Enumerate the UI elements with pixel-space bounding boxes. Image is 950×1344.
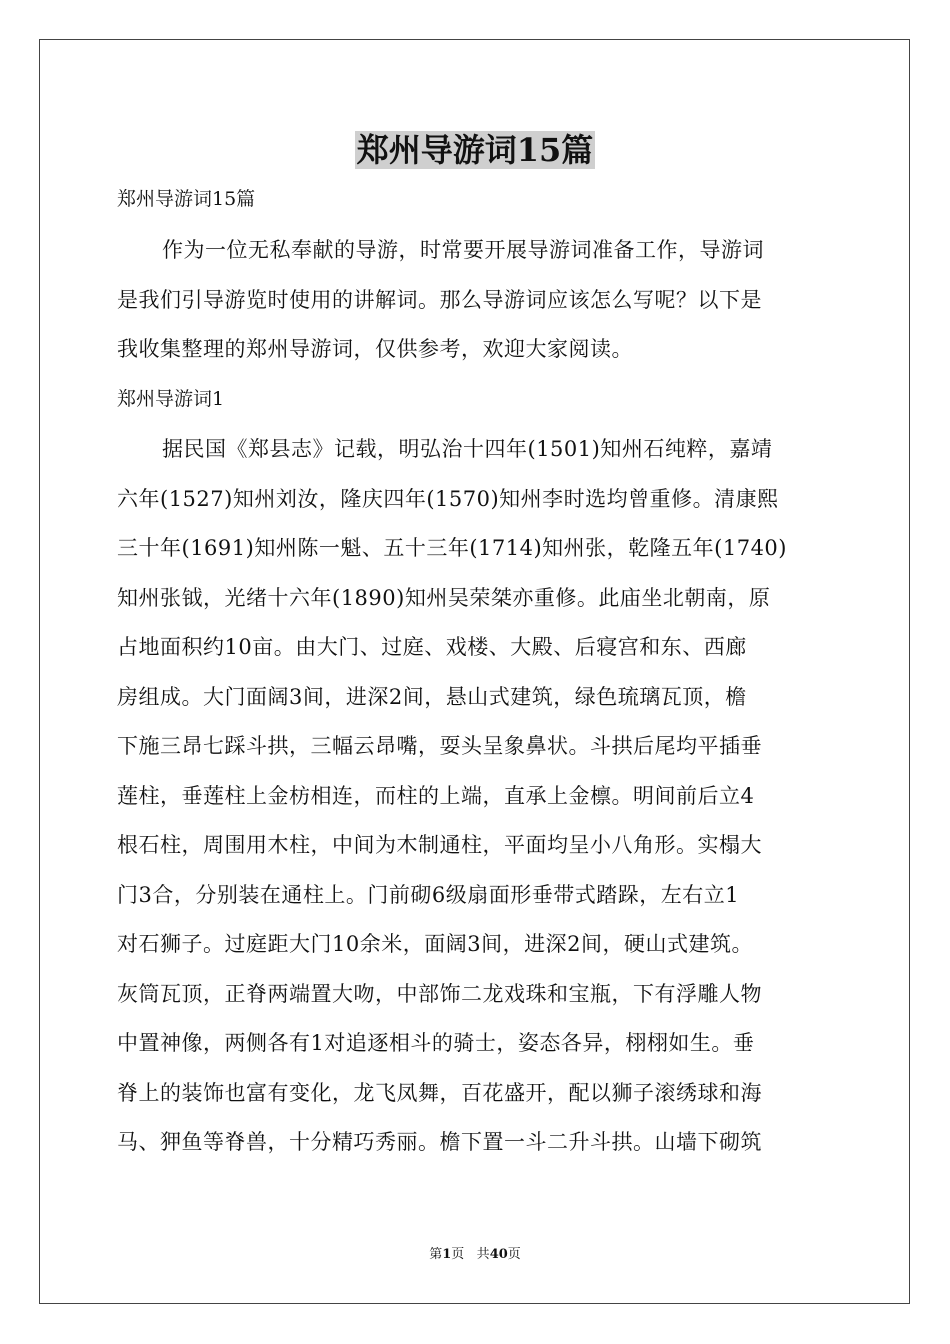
paragraph-line: 占地面积约10亩。由大门、过庭、戏楼、大殿、后寝宫和东、西廊 — [117, 635, 747, 659]
paragraph-line: 对石狮子。过庭距大门10余米，面阔3间，进深2间，硬山式建筑。 — [117, 932, 753, 956]
page-suffix: 页 — [451, 1247, 465, 1262]
page-number: 1 — [442, 1247, 452, 1262]
document-subtitle: 郑州导游词15篇 — [117, 188, 256, 210]
paragraph-line: 下施三昂七踩斗拱，三幅云昂嘴，耍头呈象鼻状。斗拱后尾均平插垂 — [117, 734, 762, 758]
page-prefix: 第 — [429, 1247, 443, 1262]
paragraph-line: 据民国《郑县志》记载，明弘治十四年(1501)知州石纯粹，嘉靖 — [162, 437, 773, 461]
paragraph-line: 六年(1527)知州刘汝，隆庆四年(1570)知州李时选均曾重修。清康熙 — [117, 486, 779, 511]
body-paragraph — [117, 432, 837, 1175]
total-pages: 40 — [489, 1247, 508, 1262]
paragraph-line: 中置神像，两侧各有1对追逐相斗的骑士，姿态各异，栩栩如生。垂 — [117, 1031, 755, 1055]
paragraph-line: 我收集整理的郑州导游词，仅供参考，欢迎大家阅读。 — [117, 337, 633, 361]
page-footer — [0, 1246, 950, 1264]
total-prefix: 共 — [476, 1247, 490, 1262]
document-title — [0, 128, 950, 172]
paragraph-line: 三十年(1691)知州陈一魁、五十三年(1714)知州张，乾隆五年(1740) — [117, 536, 787, 560]
document-title-text: 郑州导游词15篇 — [356, 131, 594, 169]
paragraph-line: 脊上的装饰也富有变化，龙飞凤舞，百花盛开，配以狮子滚绣球和海 — [117, 1080, 762, 1105]
intro-paragraph — [117, 233, 837, 382]
paragraph-line: 房组成。大门面阔3间，进深2间，悬山式建筑，绿色琉璃瓦顶，檐 — [117, 684, 747, 709]
total-suffix: 页 — [507, 1247, 521, 1262]
paragraph-line: 作为一位无私奉献的导游，时常要开展导游词准备工作，导游词 — [162, 238, 764, 262]
paragraph-line: 是我们引导游览时使用的讲解词。那么导游词应该怎么写呢？以下是 — [117, 287, 762, 312]
paragraph-line: 莲柱，垂莲柱上金枋相连，而柱的上端，直承上金檩。明间前后立4 — [117, 783, 755, 808]
section-heading: 郑州导游词1 — [117, 388, 225, 410]
paragraph-line: 知州张钺，光绪十六年(1890)知州吴荣桀亦重修。此庙坐北朝南，原 — [117, 585, 771, 610]
paragraph-line: 根石柱，周围用木柱，中间为木制通柱，平面均呈小八角形。实榻大 — [117, 833, 762, 857]
paragraph-line: 门3合，分别装在通柱上。门前砌6级扇面形垂带式踏跺，左右立1 — [117, 882, 740, 907]
paragraph-line: 马、狎鱼等脊兽，十分精巧秀丽。檐下置一斗二升斗拱。山墙下砌筑 — [117, 1130, 762, 1154]
paragraph-line: 灰筒瓦顶，正脊两端置大吻，中部饰二龙戏珠和宝瓶，下有浮雕人物 — [117, 981, 762, 1006]
